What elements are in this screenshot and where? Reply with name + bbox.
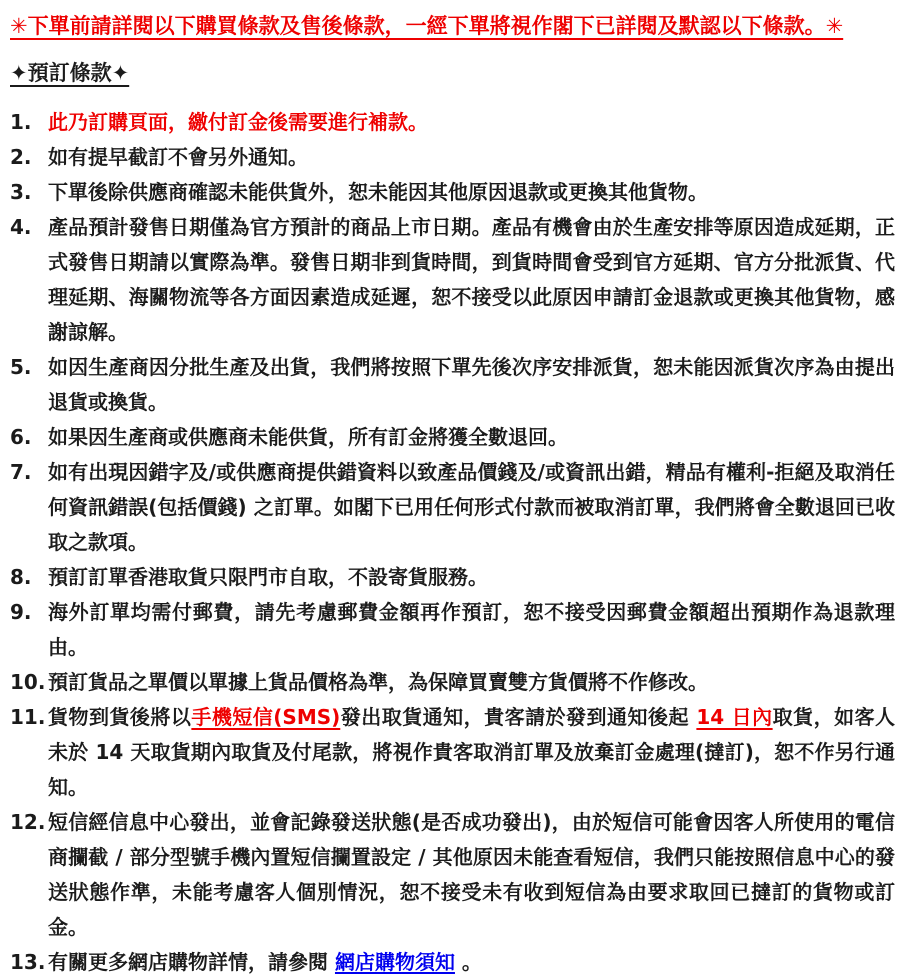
term-content (48, 805, 897, 945)
term-number: 3. (10, 180, 32, 204)
section-title-row (10, 60, 897, 86)
terms-list (10, 105, 897, 980)
term-number: 2. (10, 145, 32, 169)
term-content (48, 665, 897, 700)
term-content (48, 595, 897, 665)
term-content (48, 560, 897, 595)
term-number: 1. (10, 110, 32, 134)
term-item (10, 455, 897, 560)
term-content (48, 700, 897, 805)
term-content (48, 455, 897, 560)
term-text-segment: 短信經信息中心發出，並會記錄發送狀態(是否成功發出)，由於短信可能會因客人所使用的電信商攔截 / 部分型號手機內置短信攔置設定 / 其他原因未能查看短信，我們只能按照信息中心的發送狀態作準，未能考慮客人個別情況，恕不接受未有收到短信為由要求取回已撻訂的貨物或訂金。 (48, 810, 895, 939)
pre-order-warning-text: ✳下單前請詳閱以下購買條款及售後條款，一經下單將視作閣下已詳閱及默認以下條款。✳ (10, 14, 844, 38)
shop-notice-link[interactable]: 網店購物須知 (334, 950, 455, 974)
term-number: 13. (10, 950, 46, 974)
term-item (10, 665, 897, 700)
term-text-segment: 產品預計發售日期僅為官方預計的商品上市日期。產品有機會由於生產安排等原因造成延期，正式發售日期請以實際為準。發售日期非到貨時間，到貨時間會受到官方延期、官方分批派貨、代理延期、海關物流等各方面因素造成延遲，恕不接受以此原因申請訂金退款或更換其他貨物，感謝諒解。 (48, 215, 895, 344)
term-content (48, 350, 897, 420)
term-text-segment: 14 日內 (696, 705, 773, 729)
term-text-segment: 如果因生產商或供應商未能供貨，所有訂金將獲全數退回。 (48, 425, 568, 449)
term-item (10, 945, 897, 980)
term-item (10, 805, 897, 945)
term-text-segment: 手機短信(SMS) (191, 705, 341, 729)
term-text-segment: 如有提早截訂不會另外通知。 (48, 145, 308, 169)
term-text-segment: 有關更多網店購物詳情，請參閱 (48, 950, 335, 974)
term-item (10, 210, 897, 350)
term-text-segment: 如因生產商因分批生產及出貨，我們將按照下單先後次序安排派貨，恕未能因派貨次序為由提出退貨或換貨。 (48, 355, 895, 414)
term-number: 10. (10, 670, 46, 694)
term-text-segment: 預訂訂單香港取貨只限門市自取，不設寄貨服務。 (48, 565, 488, 589)
term-number: 8. (10, 565, 32, 589)
term-item (10, 595, 897, 665)
term-content (48, 140, 897, 175)
term-number: 4. (10, 215, 32, 239)
term-text-segment: 發出取貨通知，貴客請於發到通知後起 (340, 705, 697, 729)
term-item (10, 700, 897, 805)
term-text-segment: 此乃訂購頁面，繳付訂金後需要進行補款。 (48, 110, 428, 134)
pre-order-warning-header (10, 13, 897, 39)
term-text-segment: 海外訂單均需付郵費，請先考慮郵費金額再作預訂，恕不接受因郵費金額超出預期作為退款理由。 (48, 600, 895, 659)
term-content (48, 210, 897, 350)
term-text-segment: 取貨，如客人未於 14 天取貨期內取貨及付尾款，將視作貴客取消訂單及放棄訂金處理(撻訂)，恕不作另行通知。 (48, 705, 896, 799)
term-item (10, 175, 897, 210)
term-number: 11. (10, 705, 46, 729)
term-content (48, 420, 897, 455)
term-item (10, 560, 897, 595)
term-number: 5. (10, 355, 32, 379)
term-content (48, 945, 897, 980)
term-content (48, 105, 897, 140)
term-content (48, 175, 897, 210)
term-text-segment: 。 (454, 950, 482, 974)
term-item (10, 140, 897, 175)
term-text-segment: 如有出現因錯字及/或供應商提供錯資料以致產品價錢及/或資訊出錯，精品有權利-拒絕及取消任何資訊錯誤(包括價錢) 之訂單。如閣下已用任何形式付款而被取消訂單，我們將會全數退回已收取之款項。 (48, 460, 895, 554)
term-number: 7. (10, 460, 32, 484)
term-text-segment: 下單後除供應商確認未能供貨外，恕未能因其他原因退款或更換其他貨物。 (48, 180, 708, 204)
term-text-segment: 貨物到貨後將以 (48, 705, 192, 729)
term-number: 6. (10, 425, 32, 449)
term-item (10, 105, 897, 140)
term-number: 12. (10, 810, 46, 834)
term-item (10, 420, 897, 455)
term-item (10, 350, 897, 420)
term-text-segment: 預訂貨品之單價以單據上貨品價格為準，為保障買賣雙方貨價將不作修改。 (48, 670, 708, 694)
term-number: 9. (10, 600, 32, 624)
section-title: ✦預訂條款✦ (10, 61, 130, 85)
